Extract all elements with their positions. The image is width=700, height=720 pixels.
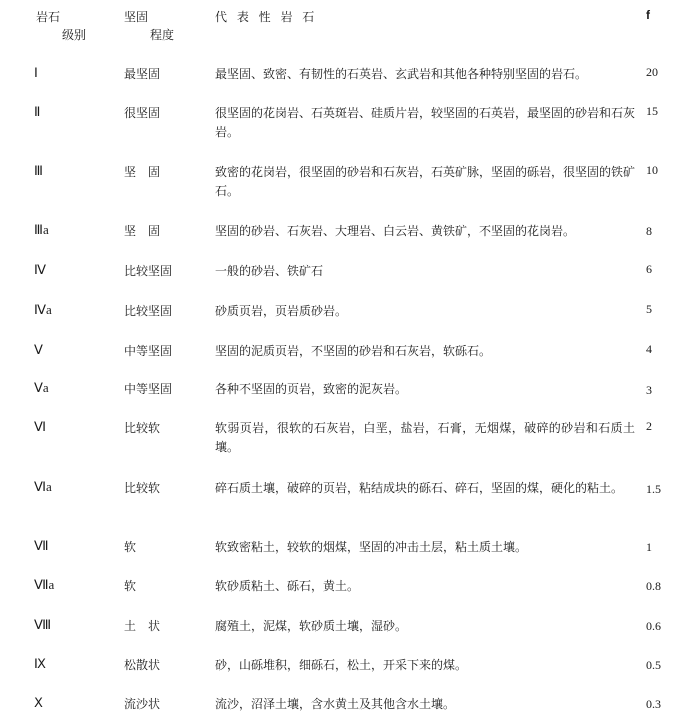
level-cell: 比较坚固: [124, 304, 173, 318]
desc-cell: 软砂质粘土、砾石，黄土。: [215, 579, 360, 593]
f-cell: 20: [646, 65, 658, 79]
level-cell: 中等坚固: [124, 344, 173, 358]
grade-cell: Ⅰ: [34, 65, 38, 80]
grade-cell: Ⅳ: [34, 262, 46, 277]
desc-cell: 各种不坚固的页岩，致密的泥灰岩。: [215, 382, 408, 396]
desc-cell: 腐殖土，泥煤，软砂质土壤，湿砂。: [215, 619, 408, 633]
header-level-line1: 坚固: [124, 10, 149, 24]
desc-cell: 砂质页岩，页岩质砂岩。: [215, 304, 348, 318]
desc-cell: 软致密粘土，较软的烟煤，坚固的冲击土层，粘土质土壤。: [215, 540, 528, 554]
level-cell: 松散状: [124, 658, 161, 672]
level-cell: 软: [124, 540, 137, 554]
grade-cell: Ⅴa: [34, 380, 49, 395]
grade-cell: Ⅶ: [34, 538, 49, 553]
level-cell: 最坚固: [124, 67, 161, 81]
f-cell: 0.5: [646, 658, 661, 672]
f-cell: 0.6: [646, 619, 661, 633]
f-cell: 0.3: [646, 697, 661, 711]
header-grade-line2: 级别: [62, 28, 87, 42]
header-f: f: [646, 8, 650, 22]
grade-cell: Ⅲ: [34, 163, 43, 178]
header-rocks: 代 表 性 岩 石: [215, 10, 318, 24]
desc-cell: 一般的砂岩、铁矿石: [215, 264, 324, 278]
desc-cell: 流沙，沼泽土壤，含水黄土及其他含水土壤。: [215, 697, 456, 711]
level-cell: 土 状: [124, 619, 161, 633]
f-cell: 8: [646, 224, 652, 238]
grade-cell: Ⅲa: [34, 222, 49, 237]
f-cell: 4: [646, 342, 652, 356]
grade-cell: Ⅳa: [34, 302, 52, 317]
level-cell: 比较坚固: [124, 264, 173, 278]
f-cell: 6: [646, 262, 652, 276]
grade-cell: Ⅹ: [34, 695, 43, 710]
desc-cell: 软弱页岩，很软的石灰岩，白垩，盐岩，石膏，无烟煤，破碎的砂岩和石质土壤。: [215, 421, 635, 454]
header-grade-line1: 岩石: [36, 10, 61, 24]
f-cell: 3: [646, 383, 652, 397]
desc-cell: 很坚固的花岗岩、石英斑岩、硅质片岩，较坚固的石英岩，最坚固的砂岩和石灰岩。: [215, 106, 636, 139]
level-cell: 中等坚固: [124, 382, 173, 396]
f-cell: 10: [646, 163, 658, 177]
desc-cell: 致密的花岗岩，很坚固的砂岩和石灰岩，石英矿脉，坚固的砾岩，很坚固的铁矿石。: [215, 165, 636, 198]
level-cell: 很坚固: [124, 106, 161, 120]
grade-cell: Ⅴ: [34, 342, 43, 357]
f-cell: 5: [646, 302, 652, 316]
level-cell: 软: [124, 579, 137, 593]
grade-cell: Ⅸ: [34, 656, 46, 671]
level-cell: 坚 固: [124, 165, 161, 179]
grade-cell: Ⅵa: [34, 479, 52, 494]
desc-cell: 砂，山砾堆积，细砾石，松土，开采下来的煤。: [215, 658, 468, 672]
grade-cell: Ⅶa: [34, 577, 55, 592]
level-cell: 比较软: [124, 421, 161, 435]
desc-cell: 坚固的砂岩、石灰岩、大理岩、白云岩、黄铁矿，不坚固的花岗岩。: [215, 224, 576, 238]
f-cell: 1.5: [646, 482, 661, 496]
grade-cell: Ⅱ: [34, 104, 41, 119]
header-level-line2: 程度: [150, 28, 175, 42]
f-cell: 1: [646, 540, 652, 554]
grade-cell: Ⅵ: [34, 419, 46, 434]
level-cell: 比较软: [124, 481, 161, 495]
f-cell: 15: [646, 104, 658, 118]
f-cell: 0.8: [646, 579, 661, 593]
desc-cell: 碎石质土壤，破碎的页岩，粘结成块的砾石、碎石，坚固的煤，硬化的粘土。: [215, 481, 624, 495]
table-header: [0, 6, 700, 46]
level-cell: 流沙状: [124, 697, 161, 711]
level-cell: 坚 固: [124, 224, 161, 238]
grade-cell: Ⅷ: [34, 617, 52, 632]
f-cell: 2: [646, 419, 652, 433]
desc-cell: 最坚固、致密、有韧性的石英岩、玄武岩和其他各种特别坚固的岩石。: [215, 67, 588, 81]
desc-cell: 坚固的泥质页岩，不坚固的砂岩和石灰岩，软砾石。: [215, 344, 492, 358]
